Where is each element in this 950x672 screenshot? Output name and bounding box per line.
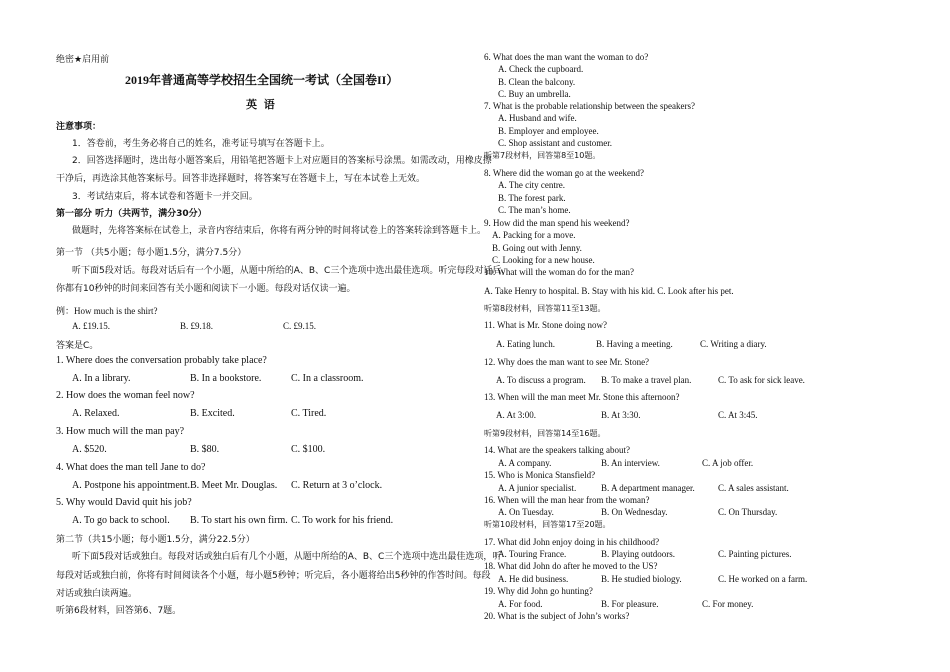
exam-title: 2019年普通高等学校招生全国统一考试（全国卷II） <box>125 73 399 87</box>
q9-option-a: A. Packing for a move. <box>492 230 576 240</box>
question-18: 18. What did John do after he moved to the US? <box>484 561 658 571</box>
question-15: 15. Who is Monica Stansfield? <box>484 470 596 480</box>
q8-option-c: C. The man’s home. <box>498 205 571 215</box>
q9-option-c: C. Looking for a new house. <box>492 255 595 265</box>
example-option-c: C. £9.15. <box>283 321 317 331</box>
q6-option-a: A. Check the cupboard. <box>498 64 584 74</box>
q2-option-b: B. Excited. <box>190 408 235 419</box>
question-6: 6. What does the man want the woman to do? <box>484 52 649 62</box>
q4-option-a: A. Postpone his appointment. <box>72 480 191 491</box>
question-16: 16. When will the man hear from the woman? <box>484 495 650 505</box>
q5-option-a: A. To go back to school. <box>72 515 170 526</box>
q19-option-b: B. For pleasure. <box>601 599 659 609</box>
q11-option-a: A. Eating lunch. <box>496 339 555 349</box>
q8-option-b: B. The forest park. <box>498 193 566 203</box>
question-5: 5. Why would David quit his job? <box>56 497 192 508</box>
q16-option-a: A. On Tuesday. <box>498 507 554 517</box>
question-7: 7. What is the probable relationship between the speakers? <box>484 101 696 111</box>
question-8: 8. Where did the woman go at the weekend? <box>484 168 645 178</box>
question-1: 1. Where does the conversation probably take place? <box>56 355 267 366</box>
q7-option-a: A. Husband and wife. <box>498 113 577 123</box>
part1-intro: 做题时，先将答案标在试卷上，录音内容结束后，你将有两分钟的时间将试卷上的答案转涂到答题卡上。 <box>72 226 487 236</box>
q17-option-a: A. Touring France. <box>498 549 567 559</box>
note-2-line1: 2．回答选择题时，选出每小题答案后，用铅笔把答题卡上对应题目的答案标号涂黑。如需改动，用橡皮擦 <box>72 156 492 166</box>
q13-option-c: C. At 3:45. <box>718 410 758 420</box>
q14-option-a: A. A company. <box>498 458 552 468</box>
q1-option-a: A. In a library. <box>72 373 131 384</box>
q5-option-b: B. To start his own firm. <box>190 515 288 526</box>
q13-option-b: B. At 3:30. <box>601 410 641 420</box>
q6-option-c: C. Buy an umbrella. <box>498 89 571 99</box>
question-13: 13. When will the man meet Mr. Stone this afternoon? <box>484 392 680 402</box>
example-answer: 答案是C。 <box>56 341 99 351</box>
q17-option-c: C. Painting pictures. <box>718 549 792 559</box>
question-4: 4. What does the man tell Jane to do? <box>56 462 206 473</box>
q4-option-b: B. Meet Mr. Douglas. <box>190 480 278 491</box>
material-8-label: 听第8段材料，回答第11至13题。 <box>484 304 606 313</box>
q7-option-c: C. Shop assistant and customer. <box>498 138 612 148</box>
q18-option-b: B. He studied biology. <box>601 574 682 584</box>
q12-option-b: B. To make a travel plan. <box>601 375 692 385</box>
question-20: 20. What is the subject of John’s works? <box>484 611 630 621</box>
question-17: 17. What did John enjoy doing in his childhood? <box>484 537 660 547</box>
q19-option-c: C. For money. <box>702 599 754 609</box>
q3-option-a: A. $520. <box>72 444 107 455</box>
note-1: 1．答卷前，考生务必将自己的姓名，准考证号填写在答题卡上。 <box>72 139 330 149</box>
q8-option-a: A. The city centre. <box>498 180 566 190</box>
q19-option-a: A. For food. <box>498 599 543 609</box>
question-9: 9. How did the man spend his weekend? <box>484 218 630 228</box>
section2-instr-2: 每段对话或独白前，你将有时间阅读各个小题，每小题5秒钟；听完后，各小题将给出5秒钟的作答时间。每段 <box>56 571 491 581</box>
q11-option-b: B. Having a meeting. <box>596 339 673 349</box>
q9-option-b: B. Going out with Jenny. <box>492 243 582 253</box>
material-7-label: 听第7段材料，回答第8至10题。 <box>484 151 601 160</box>
section1-instr-2: 你都有10秒钟的时间来回答有关小题和阅读下一小题。每段对话仅读一遍。 <box>56 284 356 294</box>
part1-heading: 第一部分 听力（共两节，满分30分） <box>56 209 207 219</box>
q18-option-c: C. He worked on a farm. <box>718 574 808 584</box>
q7-option-b: B. Employer and employee. <box>498 126 599 136</box>
example-question: 例：How much is the shirt? <box>56 306 158 316</box>
subject-title: 英 语 <box>246 99 277 111</box>
q12-option-a: A. To discuss a program. <box>496 375 586 385</box>
example-option-a: A. £19.15. <box>72 321 110 331</box>
q3-option-c: C. $100. <box>291 444 326 455</box>
section1-instr-1: 听下面5段对话。每段对话后有一个小题，从题中所给的A、B、C三个选项中选出最佳选项。听完每段对话后， <box>72 266 511 276</box>
q15-option-a: A. A junior specialist. <box>498 483 577 493</box>
material-6-label: 听第6段材料，回答第6、7题。 <box>56 606 182 616</box>
example-option-b: B. £9.18. <box>180 321 214 331</box>
q5-option-c: C. To work for his friend. <box>291 515 394 526</box>
section2-instr-1: 听下面5段对话或独白。每段对话或独白后有几个小题，从题中所给的A、B、C三个选项中选出最佳选项，听 <box>72 552 502 562</box>
q3-option-b: B. $80. <box>190 444 220 455</box>
q15-option-b: B. A department manager. <box>601 483 695 493</box>
section2-instr-3: 对话或独白读两遍。 <box>56 589 138 599</box>
note-3: 3．考试结束后，将本试卷和答题卡一并交回。 <box>72 192 258 202</box>
q10-options: A. Take Henry to hospital. B. Stay with his kid. C. Look after his pet. <box>484 286 734 296</box>
q15-option-c: C. A sales assistant. <box>718 483 789 493</box>
section2-heading: 第二节（共15小题；每小题1.5分，满分22.5分） <box>56 535 255 545</box>
notes-heading: 注意事项： <box>56 122 102 132</box>
q12-option-c: C. To ask for sick leave. <box>718 375 805 385</box>
q1-option-b: B. In a bookstore. <box>190 373 262 384</box>
question-10: 10. What will the woman do for the man? <box>484 267 635 277</box>
material-10-label: 听第10段材料，回答第17至20题。 <box>484 520 611 529</box>
question-19: 19. Why did John go hunting? <box>484 586 593 596</box>
secret-label: 绝密★启用前 <box>56 55 110 65</box>
q17-option-b: B. Playing outdoors. <box>601 549 676 559</box>
question-3: 3. How much will the man pay? <box>56 426 185 437</box>
q11-option-c: C. Writing a diary. <box>700 339 767 349</box>
question-11: 11. What is Mr. Stone doing now? <box>484 320 607 330</box>
q2-option-a: A. Relaxed. <box>72 408 120 419</box>
q1-option-c: C. In a classroom. <box>291 373 364 384</box>
q4-option-c: C. Return at 3 o’clock. <box>291 480 383 491</box>
q16-option-b: B. On Wednesday. <box>601 507 668 517</box>
question-14: 14. What are the speakers talking about? <box>484 445 631 455</box>
note-2-line2: 干净后，再选涂其他答案标号。回答非选择题时，将答案写在答题卡上，写在本试卷上无效。 <box>56 174 426 184</box>
q13-option-a: A. At 3:00. <box>496 410 537 420</box>
q2-option-c: C. Tired. <box>291 408 327 419</box>
q14-option-c: C. A job offer. <box>702 458 754 468</box>
question-12: 12. Why does the man want to see Mr. Stone? <box>484 357 650 367</box>
section1-heading: 第一节 （共5小题；每小题1.5分，满分7.5分） <box>56 248 247 258</box>
q14-option-b: B. An interview. <box>601 458 660 468</box>
q16-option-c: C. On Thursday. <box>718 507 778 517</box>
material-9-label: 听第9段材料，回答第14至16题。 <box>484 429 606 438</box>
question-2: 2. How does the woman feel now? <box>56 390 195 401</box>
q6-option-b: B. Clean the balcony. <box>498 77 576 87</box>
q18-option-a: A. He did business. <box>498 574 569 584</box>
